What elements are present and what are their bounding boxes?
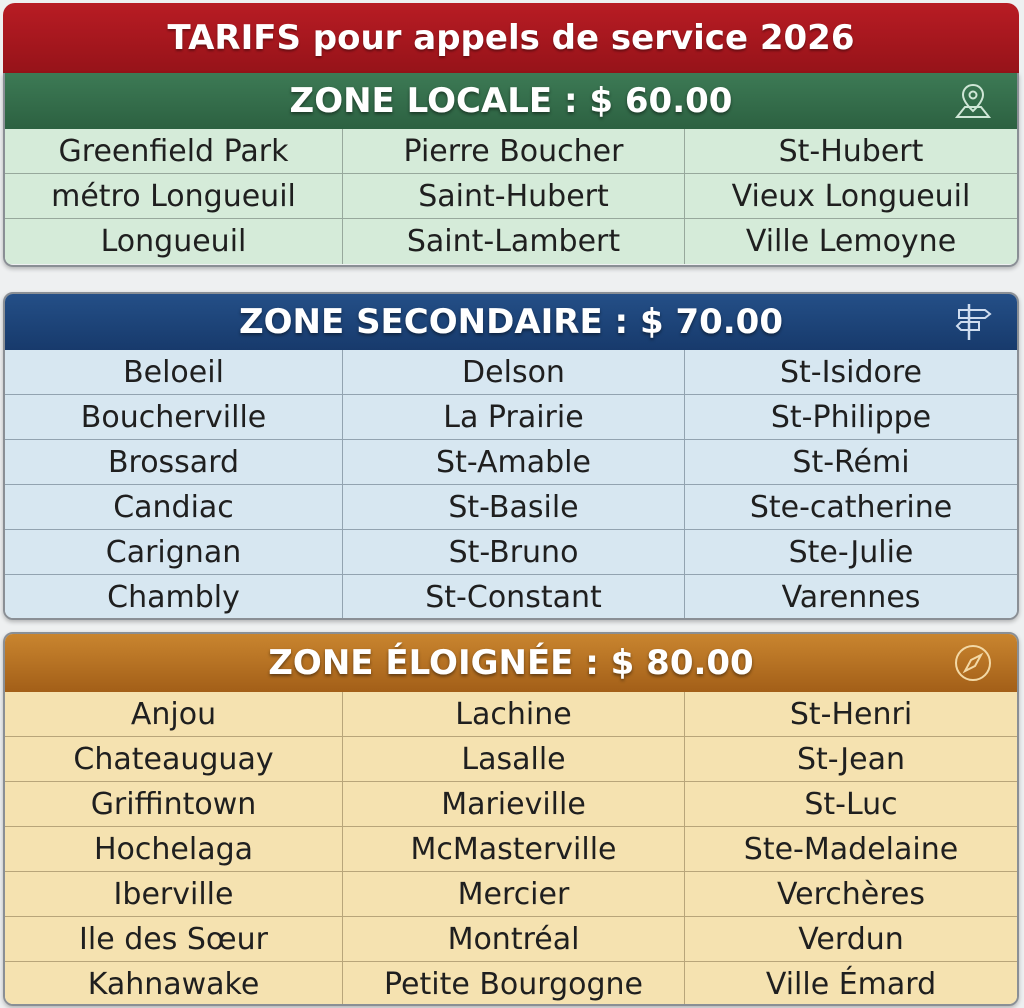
city-cell: Hochelaga	[5, 827, 343, 872]
city-cell: Carignan	[5, 530, 343, 575]
city-cell: Boucherville	[5, 395, 343, 440]
city-cell: Iberville	[5, 872, 343, 917]
city-cell: St-Jean	[685, 737, 1017, 782]
city-cell: Verdun	[685, 917, 1017, 962]
city-cell: Ville Lemoyne	[745, 224, 957, 259]
page-title: TARIFS pour appels de service 2026	[167, 18, 855, 58]
city-cell: Greenfield Park	[5, 129, 343, 174]
city-cell: St-Basile	[343, 485, 685, 530]
city-cell: Brossard	[5, 440, 343, 485]
city-cell: St-Isidore	[685, 350, 1017, 395]
city-cell: Saint-Lambert	[343, 219, 685, 264]
signpost-icon	[951, 300, 995, 344]
city-cell: St-Constant	[343, 575, 685, 620]
map-pin-icon	[951, 79, 995, 123]
city-cell: Marieville	[343, 782, 685, 827]
city-cell: Ste-Julie	[685, 530, 1017, 575]
city-cell: St-Hubert	[685, 129, 1017, 174]
zone-header	[5, 294, 1017, 350]
city-cell: St-Rémi	[685, 440, 1017, 485]
city-cell: Mercier	[343, 872, 685, 917]
city-cell: St-Luc	[685, 782, 1017, 827]
city-cell: Saint-Hubert	[343, 174, 685, 219]
zone-city-grid	[5, 350, 1017, 620]
city-cell: Petite Bourgogne	[343, 962, 685, 1006]
city-cell: St-Philippe	[685, 395, 1017, 440]
city-cell: La Prairie	[343, 395, 685, 440]
city-cell: Ile des Sœur	[5, 917, 343, 962]
city-cell: Ste-Madelaine	[685, 827, 1017, 872]
city-cell: Verchères	[685, 872, 1017, 917]
zone-city-grid	[5, 129, 1017, 264]
city-cell: St-Henri	[685, 692, 1017, 737]
city-cell: St-Amable	[343, 440, 685, 485]
city-cell: Varennes	[781, 580, 921, 615]
city-cell: Lachine	[343, 692, 685, 737]
city-cell: Anjou	[5, 692, 343, 737]
city-cell: Candiac	[5, 485, 343, 530]
zone-city-grid	[5, 692, 1017, 1006]
city-cell: McMasterville	[343, 827, 685, 872]
city-cell: Lasalle	[343, 737, 685, 782]
city-cell: Delson	[343, 350, 685, 395]
zone-heading: ZONE LOCALE : $ 60.00	[289, 81, 733, 121]
zone-secondaire	[3, 292, 1019, 620]
zone-eloignee	[3, 632, 1019, 1006]
city-cell: Griffintown	[5, 782, 343, 827]
city-cell: Pierre Boucher	[343, 129, 685, 174]
city-cell: Ville Émard	[765, 967, 937, 1002]
city-cell: Kahnawake	[5, 962, 343, 1006]
zone-locale	[3, 73, 1019, 267]
city-cell: Beloeil	[5, 350, 343, 395]
city-cell: St-Bruno	[343, 530, 685, 575]
city-cell: Ste-catherine	[685, 485, 1017, 530]
city-cell: métro Longueuil	[5, 174, 343, 219]
zone-header	[5, 73, 1017, 129]
city-cell: Chambly	[5, 575, 343, 620]
zone-heading: ZONE SECONDAIRE : $ 70.00	[239, 302, 783, 342]
title-banner	[3, 3, 1019, 73]
city-cell: Vieux Longueuil	[685, 174, 1017, 219]
city-cell: Chateauguay	[5, 737, 343, 782]
zone-header	[5, 634, 1017, 692]
city-cell: Longueuil	[5, 219, 343, 264]
compass-icon	[951, 641, 995, 685]
zone-heading: ZONE ÉLOIGNÉE : $ 80.00	[268, 643, 754, 683]
city-cell: Montréal	[343, 917, 685, 962]
